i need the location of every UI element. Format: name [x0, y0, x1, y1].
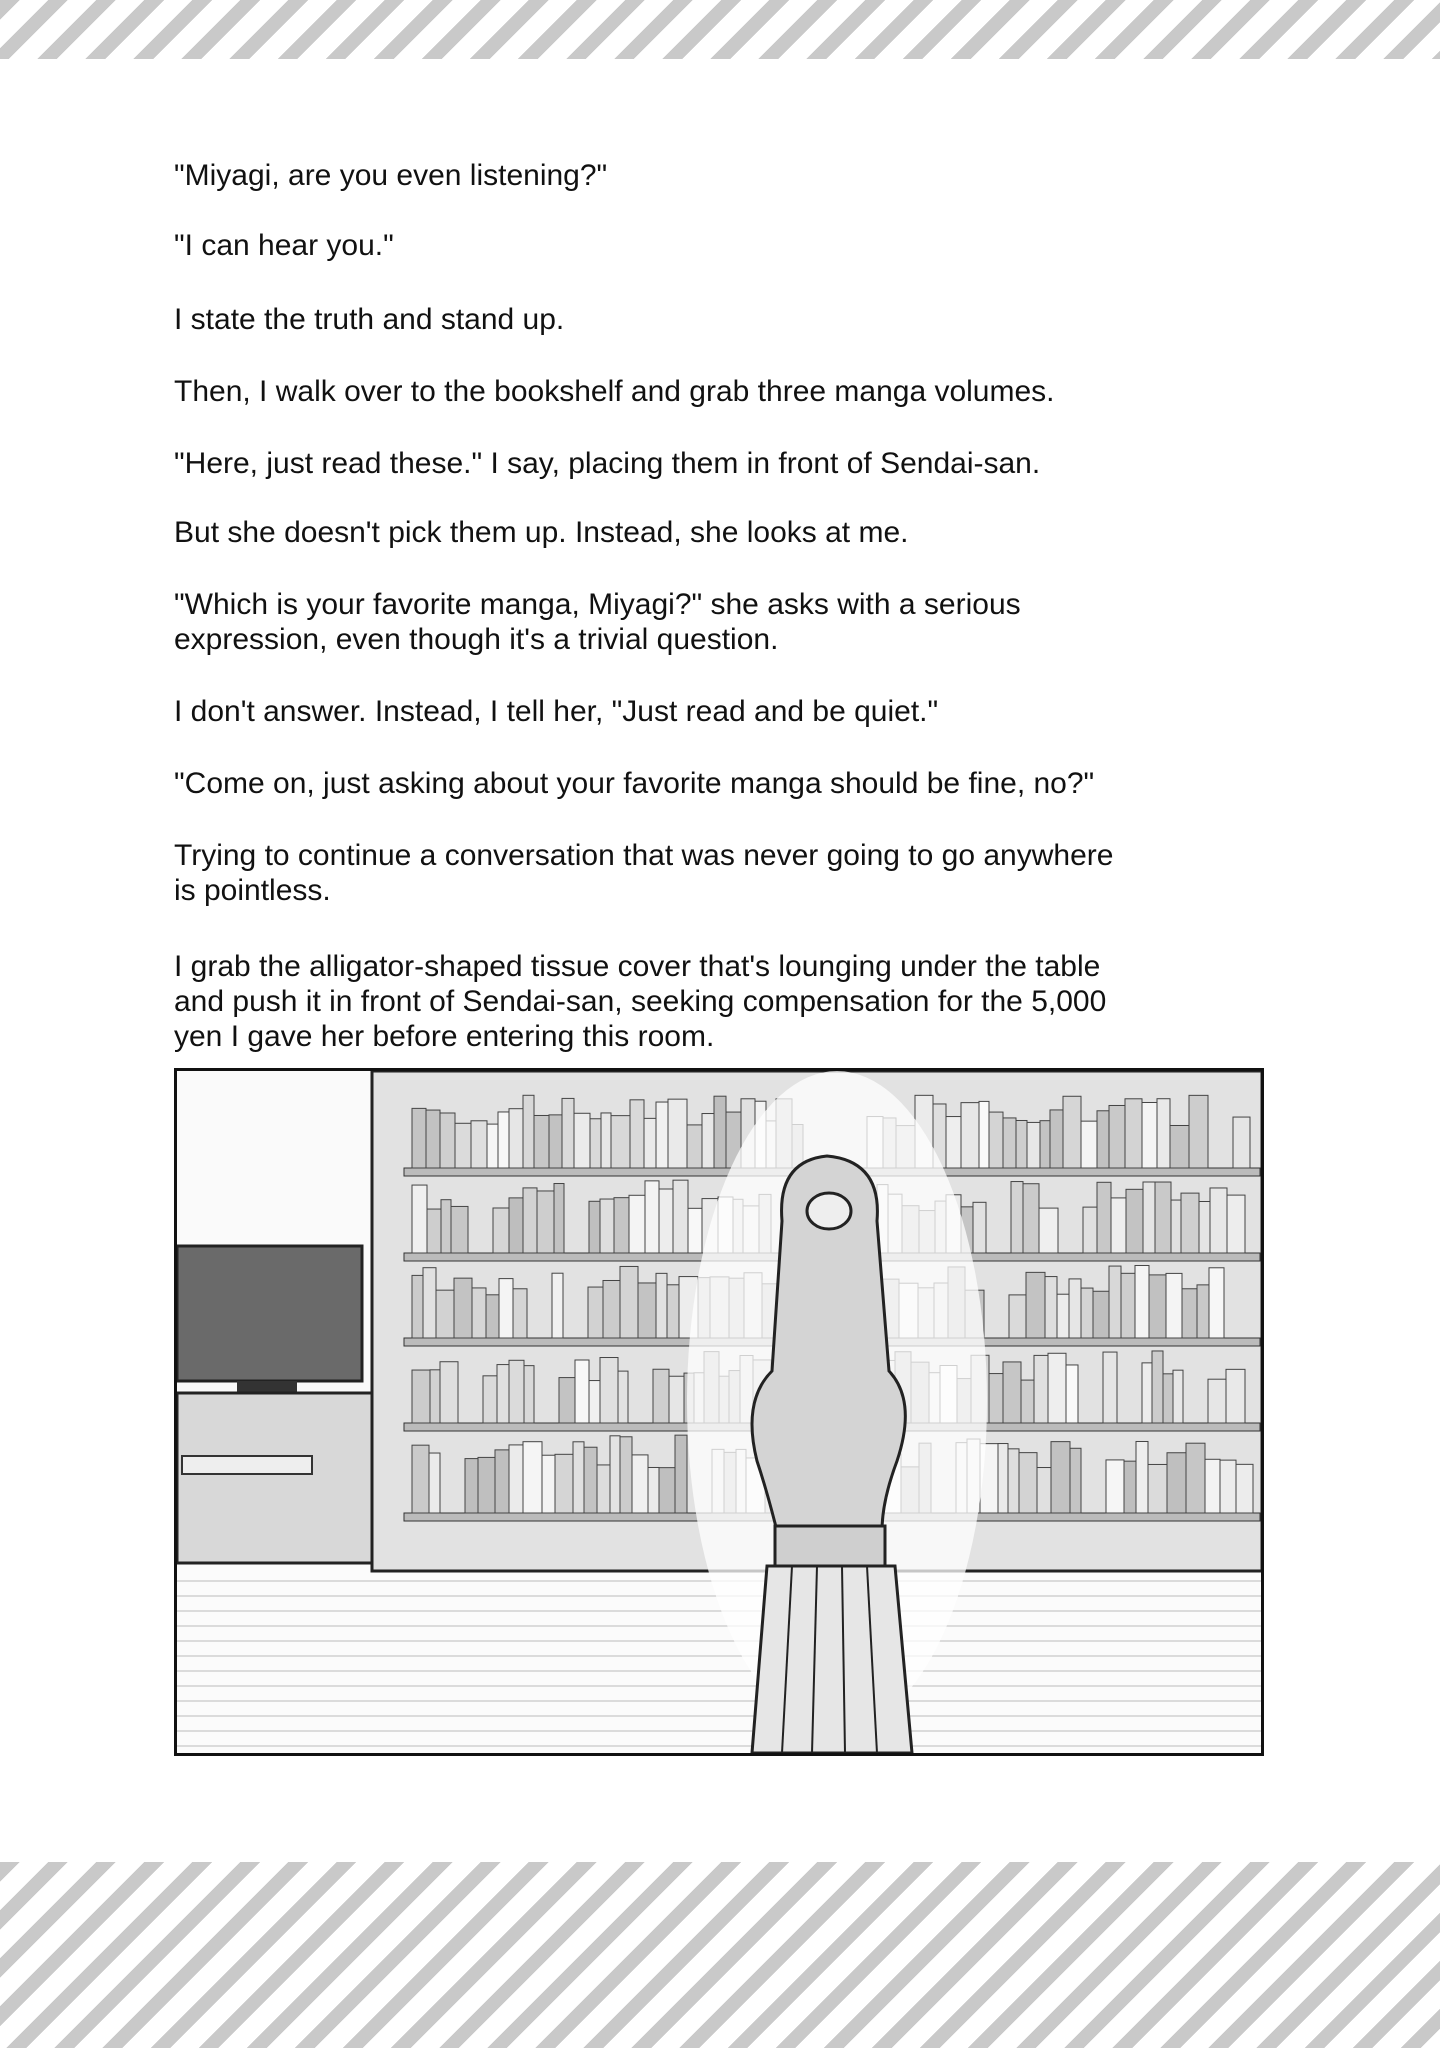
- book: [1111, 1198, 1126, 1253]
- book: [1152, 1351, 1163, 1423]
- book: [574, 1113, 590, 1168]
- text-line: Trying to continue a conversation that was never going to go anywhere: [174, 839, 1114, 872]
- book: [1209, 1268, 1224, 1338]
- paragraph: [174, 228, 394, 263]
- top-stripe-border: [0, 0, 1440, 59]
- text-line: expression, even though it's a trivial question.: [174, 623, 779, 656]
- book: [1063, 1096, 1081, 1168]
- book: [620, 1266, 638, 1338]
- book: [440, 1362, 458, 1423]
- book: [429, 1453, 440, 1513]
- book: [1226, 1369, 1245, 1423]
- book: [523, 1188, 537, 1253]
- book: [688, 1208, 702, 1253]
- book: [656, 1102, 668, 1168]
- book: [632, 1455, 648, 1513]
- book: [589, 1381, 600, 1423]
- book: [1199, 1202, 1210, 1253]
- book: [687, 1125, 702, 1168]
- book: [426, 1110, 440, 1168]
- book: [1210, 1188, 1227, 1253]
- book: [667, 1285, 679, 1338]
- book: [1126, 1189, 1143, 1253]
- book: [451, 1206, 468, 1253]
- book: [659, 1468, 675, 1513]
- book: [1081, 1288, 1093, 1338]
- book: [610, 1436, 620, 1513]
- book: [618, 1371, 628, 1423]
- book: [601, 1113, 611, 1168]
- book: [440, 1113, 455, 1168]
- paragraph: [174, 374, 1055, 409]
- book: [659, 1189, 673, 1253]
- book: [973, 1202, 986, 1253]
- book: [1034, 1355, 1048, 1423]
- bookshelf-scene: [177, 1071, 1261, 1753]
- text-line: Then, I walk over to the bookshelf and grab three manga volumes.: [174, 375, 1055, 408]
- book: [509, 1360, 524, 1423]
- book: [989, 1374, 1003, 1423]
- book: [524, 1366, 534, 1423]
- book: [1135, 1265, 1149, 1338]
- book: [441, 1200, 451, 1253]
- book: [509, 1445, 523, 1513]
- book: [1003, 1118, 1016, 1168]
- text-line: "I can hear you.": [174, 229, 394, 262]
- book: [1136, 1441, 1148, 1513]
- book: [1106, 1460, 1124, 1513]
- book: [575, 1360, 589, 1423]
- book: [1011, 1182, 1023, 1253]
- book: [471, 1121, 487, 1168]
- book: [1103, 1352, 1117, 1423]
- book: [1157, 1099, 1170, 1168]
- book: [668, 1099, 687, 1168]
- book: [588, 1287, 603, 1338]
- book: [455, 1123, 471, 1168]
- book: [1142, 1102, 1157, 1168]
- book: [454, 1278, 472, 1338]
- book: [486, 1295, 499, 1338]
- book: [656, 1273, 667, 1338]
- text-line: "Which is your favorite manga, Miyagi?" she asks with a serious: [174, 588, 1021, 621]
- book: [495, 1450, 509, 1513]
- book: [436, 1290, 454, 1338]
- book: [1148, 1464, 1167, 1513]
- book: [629, 1195, 645, 1253]
- book: [1124, 1461, 1136, 1513]
- book: [1163, 1374, 1173, 1423]
- book: [1189, 1095, 1208, 1168]
- book: [1233, 1117, 1250, 1168]
- text-line: I don't answer. Instead, I tell her, "Just read and be quiet.": [174, 695, 939, 728]
- book: [1070, 1448, 1081, 1513]
- text-line: yen I gave her before entering this room.: [174, 1020, 715, 1053]
- book: [430, 1370, 440, 1423]
- book: [675, 1435, 687, 1513]
- book: [1171, 1200, 1181, 1253]
- book: [714, 1096, 726, 1168]
- book: [1143, 1182, 1155, 1253]
- paragraph: [174, 838, 1113, 908]
- manga-panel-illustration: [174, 1068, 1264, 1756]
- book: [427, 1209, 441, 1253]
- book: [589, 1201, 600, 1253]
- book: [1097, 1182, 1111, 1253]
- book: [412, 1185, 427, 1253]
- book: [498, 1112, 509, 1168]
- text-line: I state the truth and stand up.: [174, 303, 565, 336]
- book: [638, 1283, 656, 1338]
- book: [1142, 1363, 1152, 1423]
- paragraph: [174, 515, 908, 550]
- book: [611, 1116, 630, 1168]
- book: [537, 1191, 554, 1253]
- book: [513, 1289, 527, 1338]
- book: [1003, 1362, 1021, 1423]
- book: [573, 1442, 584, 1513]
- book: [423, 1268, 436, 1338]
- book: [1008, 1449, 1019, 1513]
- paragraph: [174, 694, 938, 729]
- book: [1121, 1273, 1135, 1338]
- book: [1050, 1110, 1063, 1168]
- book: [1173, 1370, 1183, 1423]
- book: [549, 1115, 562, 1168]
- text-line: "Come on, just asking about your favorite manga should be fine, no?": [174, 767, 1095, 800]
- book: [1220, 1460, 1236, 1513]
- paragraph: [174, 949, 1106, 1054]
- book: [534, 1115, 549, 1168]
- book: [1197, 1285, 1209, 1338]
- text-line: "Here, just read these." I say, placing them in front of Sendai-san.: [174, 447, 1041, 480]
- book: [1016, 1120, 1027, 1168]
- book: [1069, 1279, 1081, 1338]
- text-line: I grab the alligator-shaped tissue cover that's lounging under the table: [174, 950, 1101, 983]
- book: [961, 1103, 979, 1168]
- book: [493, 1208, 509, 1253]
- book: [412, 1445, 429, 1513]
- book: [497, 1365, 509, 1423]
- book: [1048, 1353, 1066, 1423]
- book: [1026, 1272, 1045, 1338]
- text-line: is pointless.: [174, 874, 331, 907]
- book: [702, 1114, 714, 1168]
- book: [600, 1358, 618, 1423]
- book: [1051, 1442, 1070, 1513]
- book: [673, 1180, 688, 1253]
- book: [1166, 1273, 1182, 1338]
- book: [1019, 1453, 1037, 1513]
- book: [1181, 1193, 1199, 1253]
- book: [1057, 1294, 1069, 1338]
- book: [472, 1288, 486, 1338]
- text-line: "Miyagi, are you even listening?": [174, 159, 608, 192]
- book: [998, 1444, 1008, 1513]
- book: [600, 1199, 614, 1253]
- book: [1155, 1182, 1171, 1253]
- book: [620, 1437, 632, 1513]
- book: [644, 1118, 656, 1168]
- book: [669, 1376, 684, 1423]
- book: [542, 1455, 555, 1513]
- text-line: and push it in front of Sendai-san, seeking compensation for the 5,000: [174, 985, 1107, 1018]
- book: [1040, 1121, 1050, 1168]
- book: [1066, 1365, 1078, 1423]
- book: [559, 1378, 575, 1423]
- book: [1045, 1277, 1057, 1338]
- book: [1081, 1121, 1097, 1168]
- paragraph: [174, 158, 607, 193]
- book: [1170, 1125, 1189, 1168]
- book: [989, 1112, 1003, 1168]
- book: [1236, 1464, 1253, 1513]
- book: [509, 1198, 523, 1253]
- paragraph: [174, 302, 564, 337]
- book: [412, 1370, 430, 1423]
- book: [979, 1101, 989, 1168]
- tv: [177, 1246, 362, 1381]
- book: [584, 1447, 597, 1513]
- book: [1109, 1105, 1125, 1168]
- book: [1097, 1111, 1109, 1168]
- book: [523, 1442, 542, 1513]
- book: [1227, 1195, 1245, 1253]
- book: [653, 1369, 669, 1423]
- book: [1205, 1459, 1220, 1513]
- book: [1037, 1468, 1051, 1513]
- book: [1093, 1291, 1109, 1338]
- book: [1186, 1443, 1205, 1513]
- book: [1208, 1379, 1226, 1423]
- book: [1039, 1208, 1058, 1253]
- book: [412, 1275, 423, 1338]
- book: [483, 1376, 497, 1423]
- book: [1083, 1207, 1097, 1253]
- book: [603, 1280, 620, 1338]
- book: [1167, 1453, 1186, 1513]
- book: [1027, 1122, 1040, 1168]
- book: [1125, 1099, 1142, 1168]
- book: [946, 1117, 961, 1168]
- book: [412, 1108, 426, 1168]
- book: [1023, 1184, 1039, 1253]
- book: [1009, 1295, 1026, 1338]
- book: [614, 1198, 629, 1253]
- book: [648, 1467, 659, 1513]
- book: [1149, 1275, 1166, 1338]
- paragraph: [174, 446, 1040, 481]
- book: [1182, 1289, 1197, 1338]
- book: [465, 1459, 478, 1513]
- book: [630, 1100, 644, 1168]
- book: [1021, 1380, 1034, 1423]
- book: [523, 1095, 534, 1168]
- paragraph: [174, 587, 1021, 657]
- book: [562, 1098, 574, 1168]
- paragraph: [174, 766, 1094, 801]
- book: [478, 1457, 495, 1513]
- text-line: But she doesn't pick them up. Instead, she looks at me.: [174, 516, 909, 549]
- book: [554, 1184, 564, 1253]
- book: [1109, 1266, 1121, 1338]
- book: [555, 1454, 573, 1513]
- book: [597, 1465, 610, 1513]
- bottom-stripe-border: [0, 1862, 1440, 2048]
- book: [509, 1109, 523, 1168]
- book: [487, 1124, 498, 1168]
- book: [590, 1119, 601, 1168]
- book: [645, 1181, 659, 1253]
- book: [552, 1273, 563, 1338]
- book: [499, 1279, 513, 1338]
- tv-stand: [177, 1393, 377, 1563]
